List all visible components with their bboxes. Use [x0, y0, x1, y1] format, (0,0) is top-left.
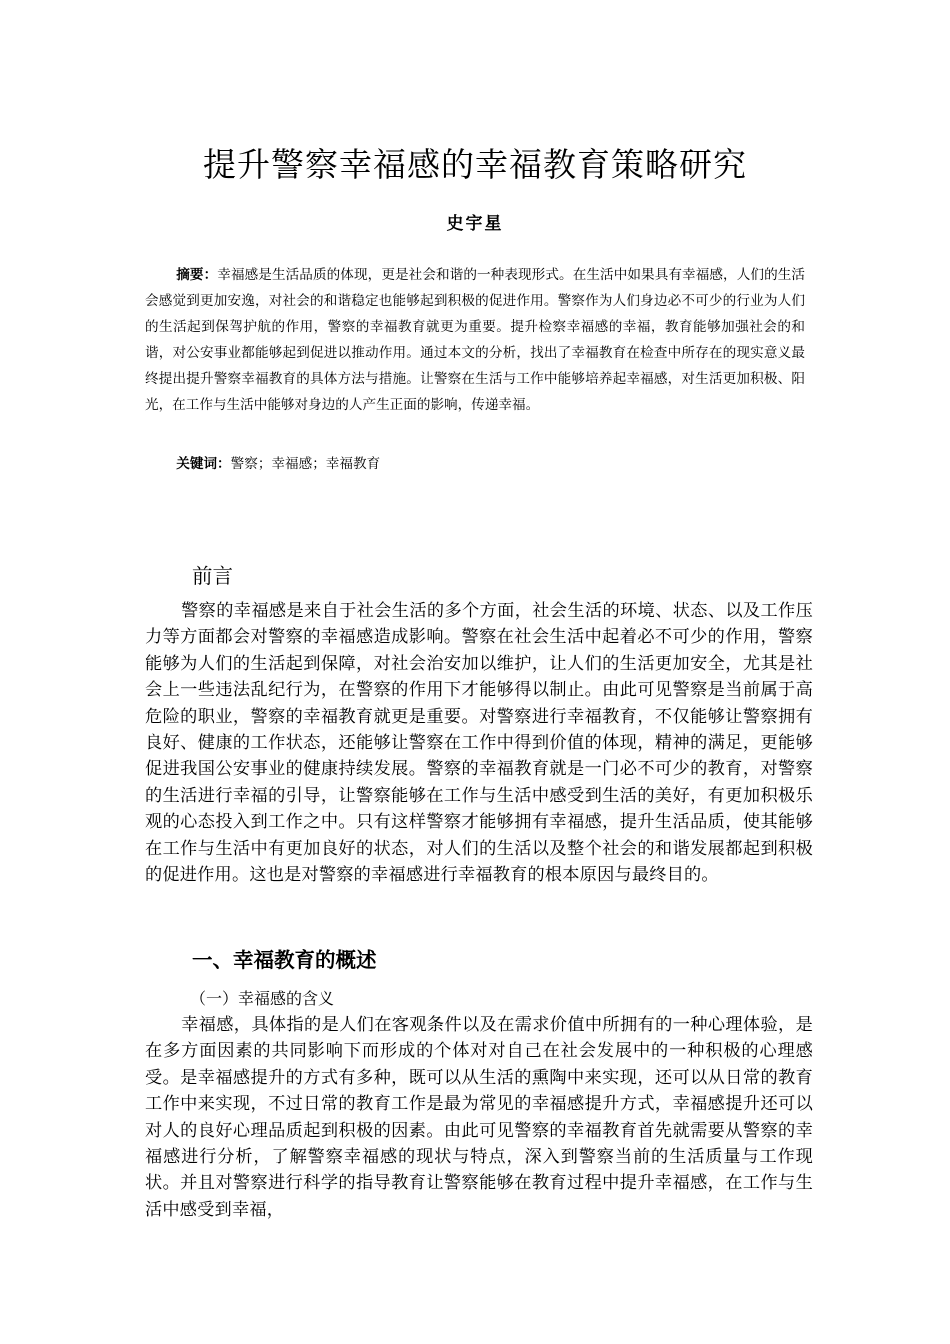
author-name: 史宇星: [446, 214, 504, 234]
section-1-paragraph: 幸福感，具体指的是人们在客观条件以及在需求价值中所拥有的一种心理体验，是在多方面因素的共同影响下而形成的个体对对自己在社会发展中的一种积极的心理感受。是幸福感提升的方式有多种，既可以从生活的熏陶中来实现，还可以从日常的教育工作中来实现，不过日常的教育工作是最为常见的幸福感提升方式，幸福感提升还可以对人的良好心理品质起到积极的因素。由此可见警察的幸福教育首先就需要从警察的幸福感进行分析，了解警察幸福感的现状与特点，深入到警察当前的生活质量与工作现状。并且对警察进行科学的指导教育让警察能够在教育过程中提升幸福感，在工作与生活中感受到幸福，: [145, 1015, 813, 1220]
abstract: [145, 262, 805, 418]
preface-paragraph: 警察的幸福感是来自于社会生活的多个方面，社会生活的环境、状态、以及工作压力等方面都会对警察的幸福感造成影响。警察在社会生活中起着必不可少的作用，警察能够为人们的生活起到保障，对社会治安加以维护，让人们的生活更加安全，尤其是社会上一些违法乱纪行为，在警察的作用下才能够得以制止。由此可见警察是当前属于高危险的职业，警察的幸福教育就更是重要。对警察进行幸福教育，不仅能够让警察拥有良好、健康的工作状态，还能够让警察在工作中得到价值的体现，精神的满足，更能够促进我国公安事业的健康持续发展。警察的幸福教育就是一门必不可少的教育，对警察的生活进行幸福的引导，让警察能够在工作与生活中感受到生活的美好，有更加积极乐观的心态投入到工作之中。只有这样警察才能够拥有幸福感，提升生活品质，使其能够在工作与生活中有更加良好的状态，对人们的生活以及整个社会的和谐发展都起到积极的促进作用。这也是对警察的幸福感进行幸福教育的根本原因与最终目的。: [145, 601, 813, 886]
keywords-text: 警察；幸福感；幸福教育: [230, 456, 381, 472]
abstract-label: 摘要：: [176, 267, 218, 283]
keywords-label: 关键词：: [176, 456, 231, 472]
preface-heading: 前言: [192, 564, 233, 588]
paper-title: 提升警察幸福感的幸福教育策略研究: [203, 145, 747, 184]
section-1-heading: 一、幸福教育的概述: [192, 948, 377, 972]
section-1-subheading: （一）幸福感的含义: [190, 989, 335, 1008]
abstract-text: 幸福感是生活品质的体现，更是社会和谐的一种表现形式。在生活中如果具有幸福感，人们的生活会感觉到更加安逸，对社会的和谐稳定也能够起到积极的促进作用。警察作为人们身边必不可少的行业为人们的生活起到保驾护航的作用，警察的幸福教育就更为重要。提升检察幸福感的幸福，教育能够加强社会的和谐，对公安事业都能够起到促进以推动作用。通过本文的分析，找出了幸福教育在检查中所存在的现实意义最终提出提升警察幸福教育的具体方法与措施。让警察在生活与工作中能够培养起幸福感，对生活更加积极、阳光，在工作与生活中能够对身边的人产生正面的影响，传递幸福。: [145, 267, 806, 413]
keywords: [145, 451, 805, 477]
